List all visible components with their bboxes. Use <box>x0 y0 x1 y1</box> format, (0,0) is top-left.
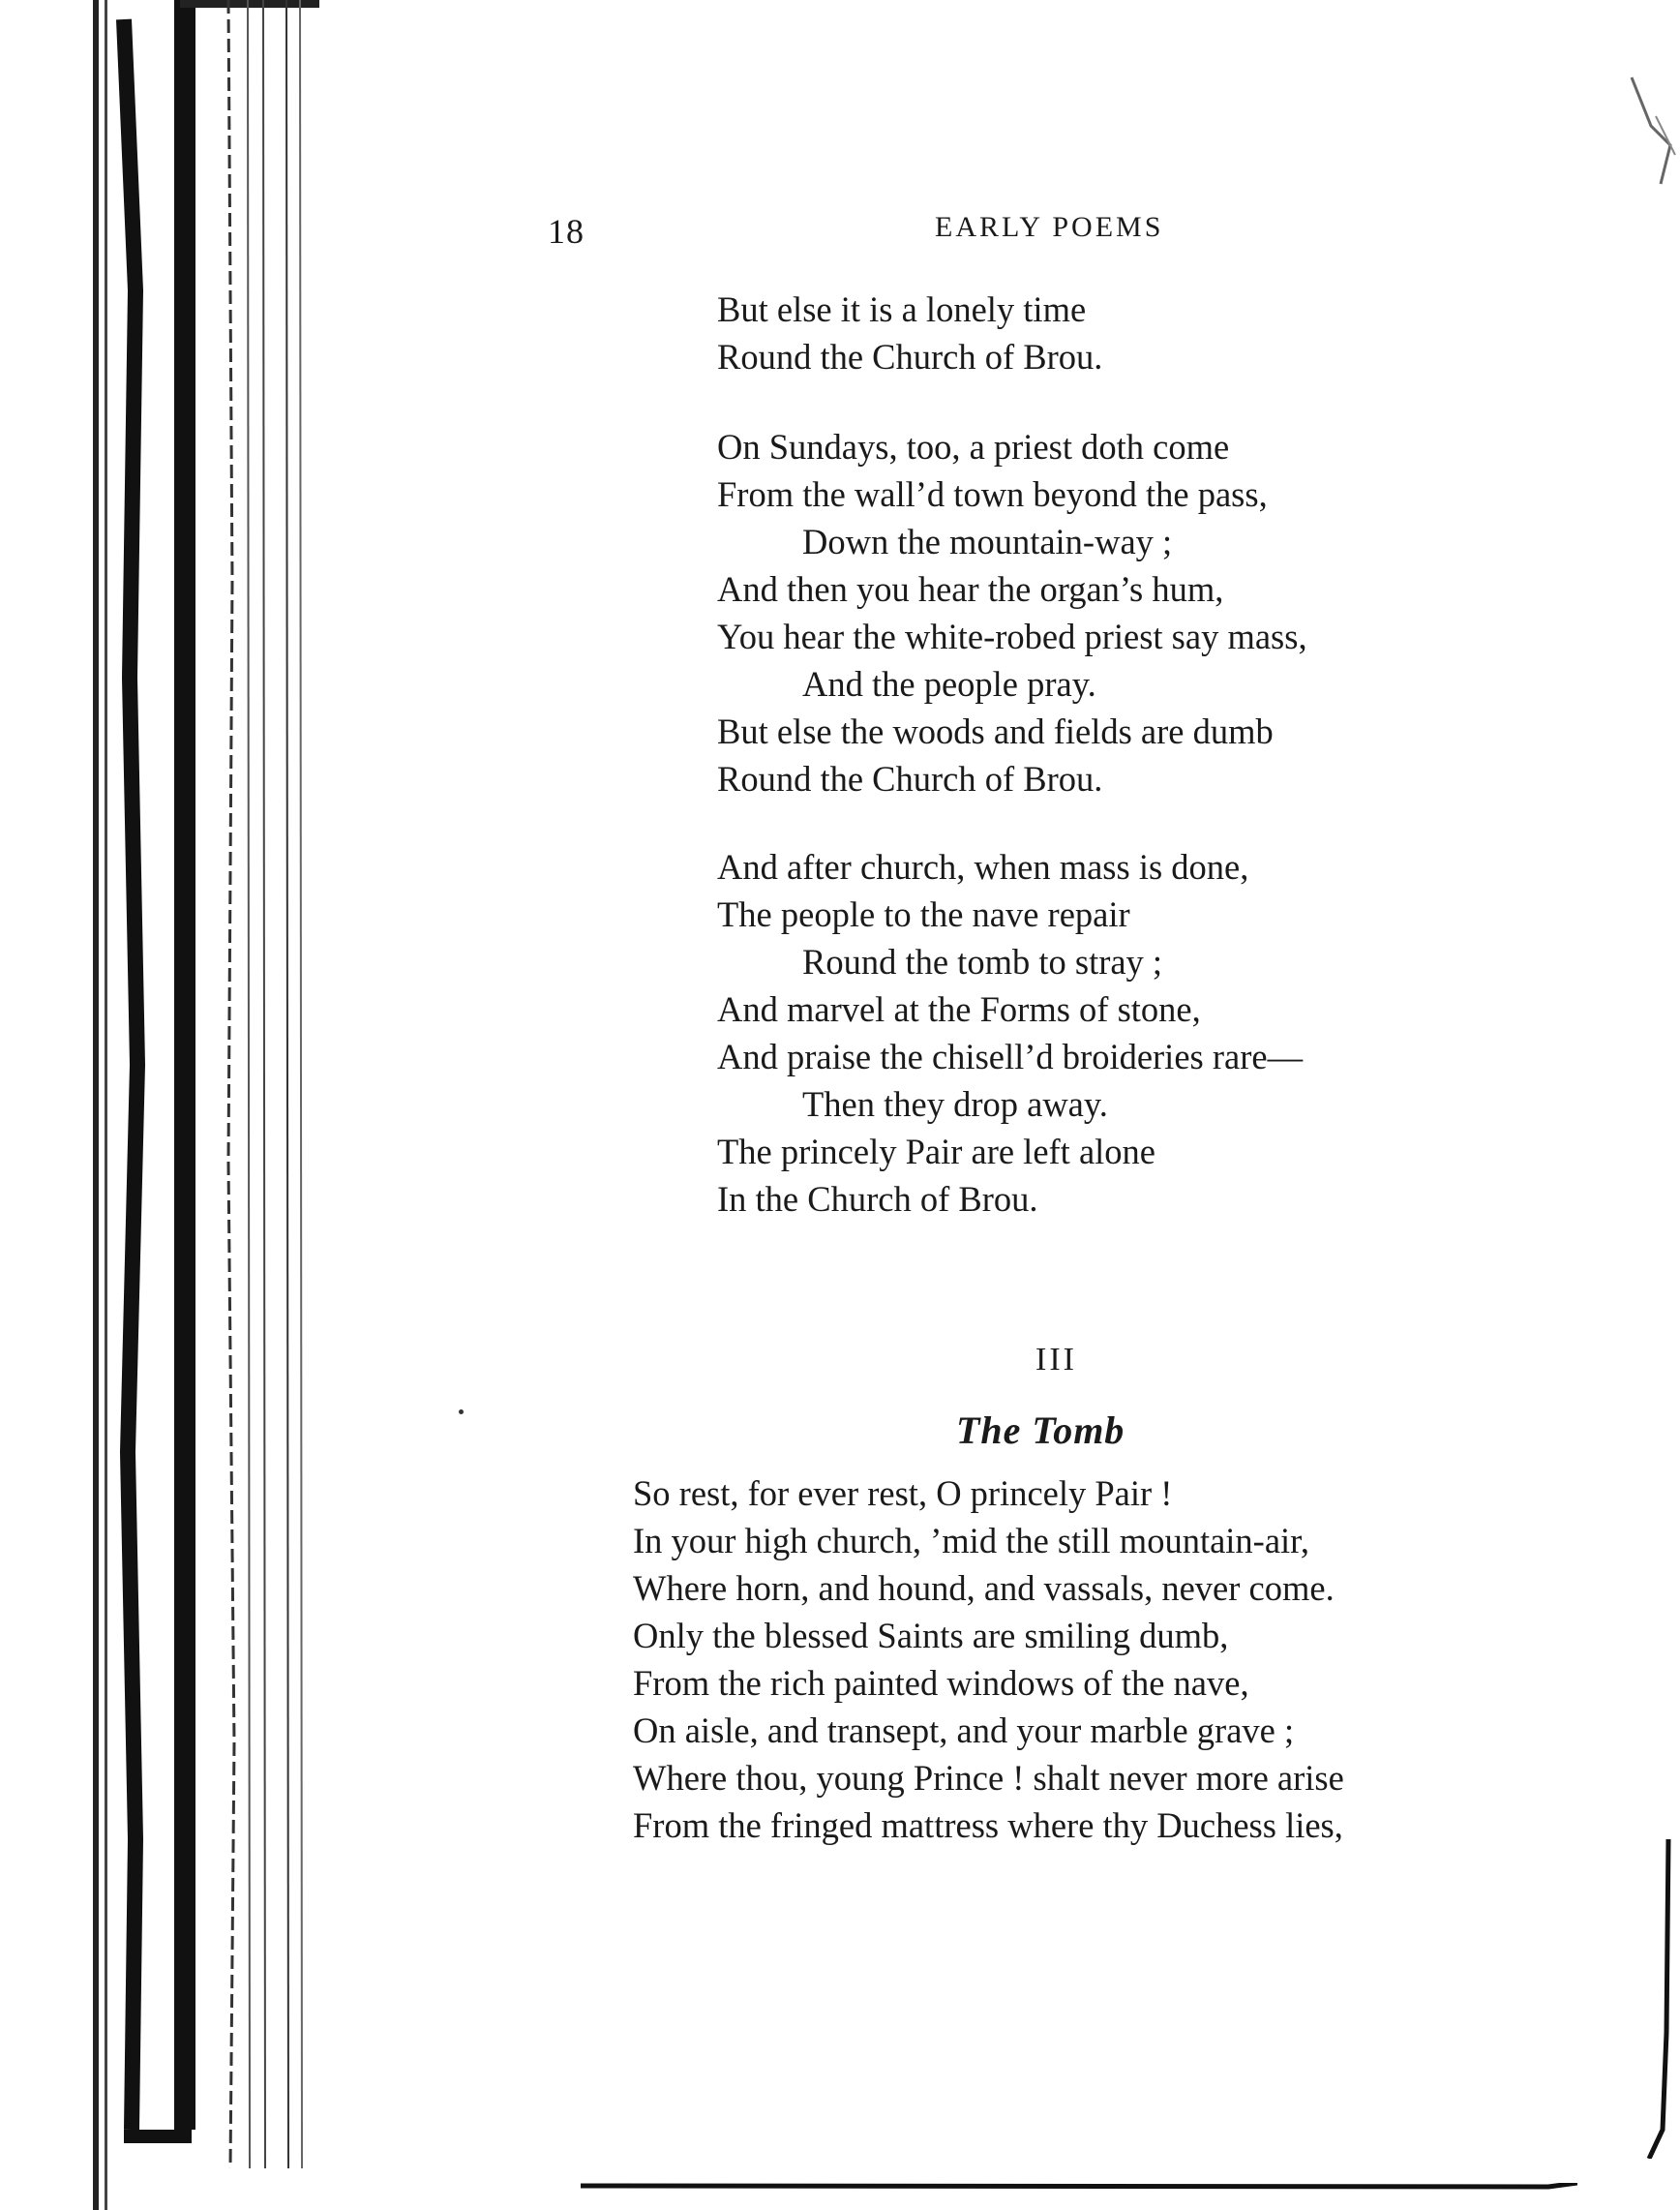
section-numeral: III <box>1035 1342 1077 1377</box>
poem-line: The people to the nave repair <box>717 894 1130 934</box>
poem-line: And then you hear the organ’s hum, <box>717 569 1224 609</box>
poem-line: The princely Pair are left alone <box>717 1132 1155 1171</box>
poem-line: From the rich painted windows of the nave, <box>633 1663 1249 1703</box>
poem-line: Round the tomb to stray ; <box>802 942 1163 982</box>
poem-line: Where horn, and hound, and vassals, never come. <box>633 1568 1335 1608</box>
poem-line: From the fringed mattress where thy Duchess lies, <box>633 1805 1343 1845</box>
ink-speck <box>459 1409 464 1414</box>
binding-gutter-shadow <box>0 0 319 2210</box>
page-bottom-edge <box>581 2183 1577 2193</box>
poem-line: On aisle, and transept, and your marble grave ; <box>633 1710 1295 1750</box>
poem-line: In the Church of Brou. <box>717 1179 1038 1219</box>
poem-line: And praise the chisell’d broideries rare— <box>717 1037 1304 1076</box>
section-title: The Tomb <box>956 1408 1125 1452</box>
poem-line: Down the mountain-way ; <box>802 522 1173 561</box>
poem-line: On Sundays, too, a priest doth come <box>717 427 1230 467</box>
poem-line: So rest, for ever rest, O princely Pair ! <box>633 1473 1173 1513</box>
poem-line: But else it is a lonely time <box>717 289 1087 329</box>
poem-line: Only the blessed Saints are smiling dumb, <box>633 1616 1229 1655</box>
poem-line: Round the Church of Brou. <box>717 759 1103 799</box>
poem-line: You hear the white-robed priest say mass, <box>717 617 1307 656</box>
scan-corner-mark <box>1603 58 1680 213</box>
poem-line: And after church, when mass is done, <box>717 847 1249 887</box>
page-number: 18 <box>548 212 585 251</box>
poem-line: But else the woods and fields are dumb <box>717 711 1274 751</box>
poem-line: Then they drop away. <box>802 1084 1108 1124</box>
page-edge-shadow <box>1645 1839 1674 2159</box>
poem-line: In your high church, ’mid the still mountain-air, <box>633 1521 1309 1560</box>
running-title: EARLY POEMS <box>935 211 1164 243</box>
poem-line: Where thou, young Prince ! shalt never more arise <box>633 1758 1344 1798</box>
poem-line: And marvel at the Forms of stone, <box>717 989 1201 1029</box>
poem-line: From the wall’d town beyond the pass, <box>717 474 1268 514</box>
poem-line: And the people pray. <box>802 664 1096 704</box>
poem-line: Round the Church of Brou. <box>717 337 1103 377</box>
